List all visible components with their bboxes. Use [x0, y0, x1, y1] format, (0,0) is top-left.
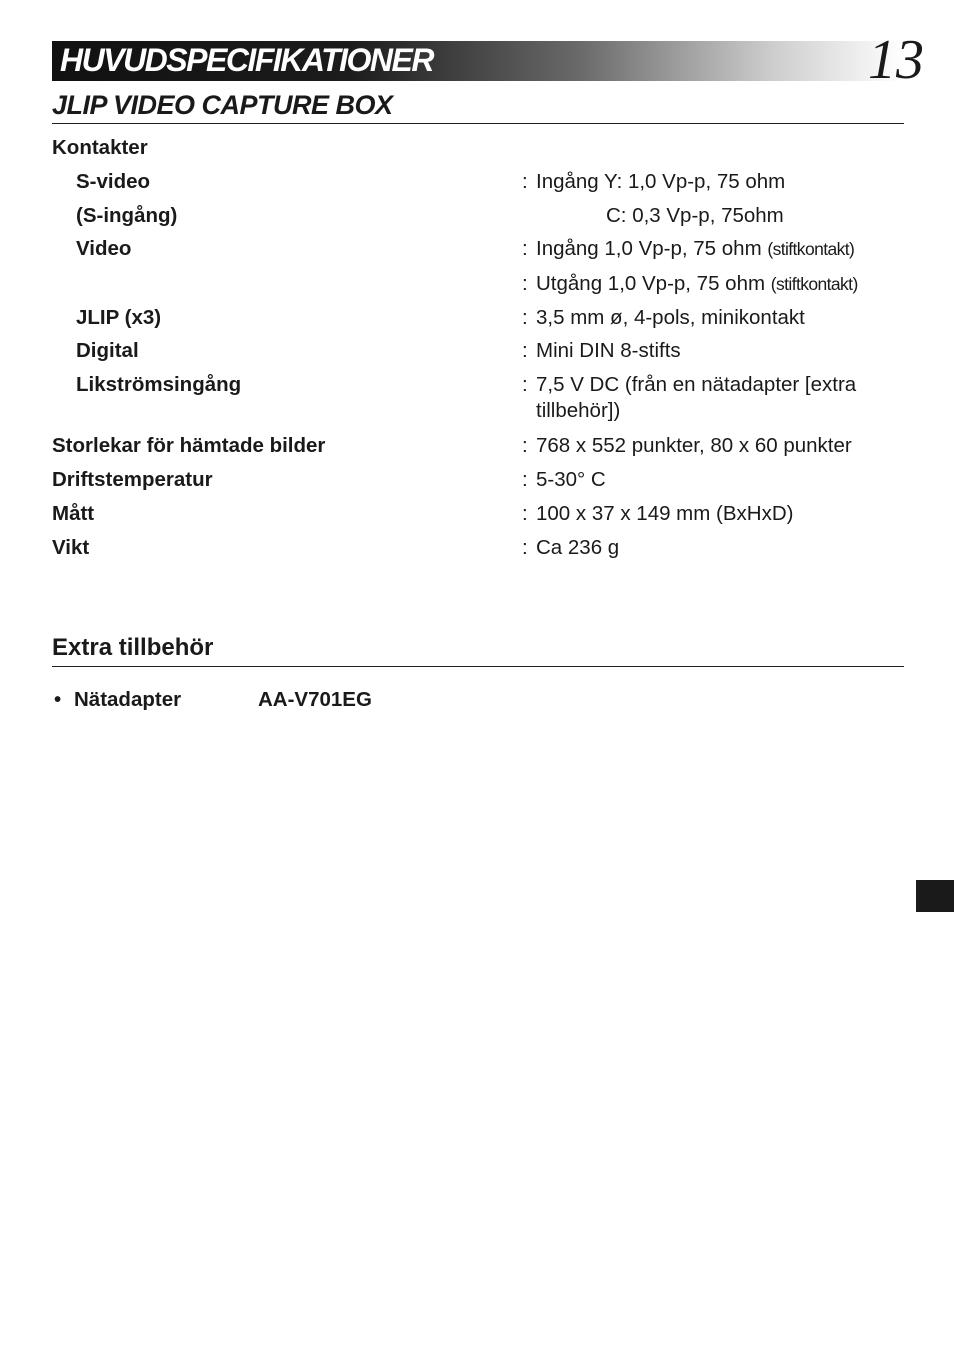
- spec-label: Digital: [76, 339, 139, 362]
- spec-value-text: Ca 236 g: [536, 536, 620, 559]
- spec-label: Storlekar för hämtade bilder: [52, 434, 326, 457]
- video-in-value: Ingång 1,0 Vp-p, 75 ohm: [536, 237, 768, 260]
- accessories-heading: Extra tillbehör: [52, 634, 214, 661]
- accessory-name: Nätadapter: [74, 688, 182, 711]
- colon: :: [522, 434, 528, 457]
- spec-value-text: 5-30° C: [536, 468, 606, 491]
- spec-label: (S-ingång): [76, 204, 178, 227]
- spec-value: [522, 338, 912, 364]
- colon: :: [522, 170, 528, 193]
- spec-value: [522, 535, 912, 561]
- colon: :: [522, 272, 528, 295]
- spec-value: [522, 271, 912, 297]
- spec-label: Video: [76, 237, 132, 260]
- video-in-note: (stiftkontakt): [767, 239, 855, 259]
- spec-value-text: 7,5 V DC (från en nätadapter [extra tillbehör]): [536, 373, 857, 422]
- spec-label: S-video: [76, 170, 151, 193]
- spec-value-text: [522, 271, 912, 297]
- spec-label: Driftstemperatur: [52, 468, 213, 491]
- spec-value: [522, 467, 912, 493]
- spec-value-text: Ingång Y: 1,0 Vp-p, 75 ohm: [536, 170, 786, 193]
- bullet: •: [54, 688, 62, 711]
- spec-label: JLIP (x3): [76, 306, 162, 329]
- accessories-rule: [52, 666, 904, 667]
- spec-value-text: Mini DIN 8-stifts: [536, 339, 681, 362]
- colon: :: [522, 468, 528, 491]
- colon: :: [522, 339, 528, 362]
- page-number: 13: [868, 29, 924, 91]
- video-out-value: Utgång 1,0 Vp-p, 75 ohm: [536, 272, 771, 295]
- colon: :: [522, 502, 528, 525]
- colon: :: [522, 237, 528, 260]
- spec-value-text: C: 0,3 Vp-p, 75ohm: [606, 204, 784, 227]
- page-title: HUVUDSPECIFIKATIONER: [60, 42, 433, 78]
- spec-label: Vikt: [52, 536, 90, 559]
- spec-value-text: 768 x 552 punkter, 80 x 60 punkter: [536, 434, 852, 457]
- accessory-model: AA-V701EG: [258, 688, 372, 711]
- spec-value: [522, 372, 912, 424]
- spec-value-text: 3,5 mm ø, 4-pols, minikontakt: [536, 306, 805, 329]
- spec-label: Likströmsingång: [76, 373, 242, 396]
- section-title: JLIP VIDEO CAPTURE BOX: [52, 90, 393, 120]
- spec-value-text: 100 x 37 x 149 mm (BxHxD): [536, 502, 794, 525]
- spec-value: [522, 236, 912, 262]
- spec-value: [522, 305, 912, 331]
- spec-value-text: [522, 236, 912, 262]
- spec-label: Mått: [52, 502, 95, 525]
- spec-value: [522, 433, 912, 459]
- colon: :: [522, 536, 528, 559]
- spec-value: [522, 203, 912, 229]
- spec-value: [522, 169, 912, 195]
- section-tab-marker: [916, 880, 954, 912]
- colon: :: [522, 373, 528, 396]
- section-rule: [52, 123, 904, 124]
- spec-value: [522, 501, 912, 527]
- video-out-note: (stiftkontakt): [770, 274, 858, 294]
- spec-label: Kontakter: [52, 136, 148, 159]
- colon: :: [522, 306, 528, 329]
